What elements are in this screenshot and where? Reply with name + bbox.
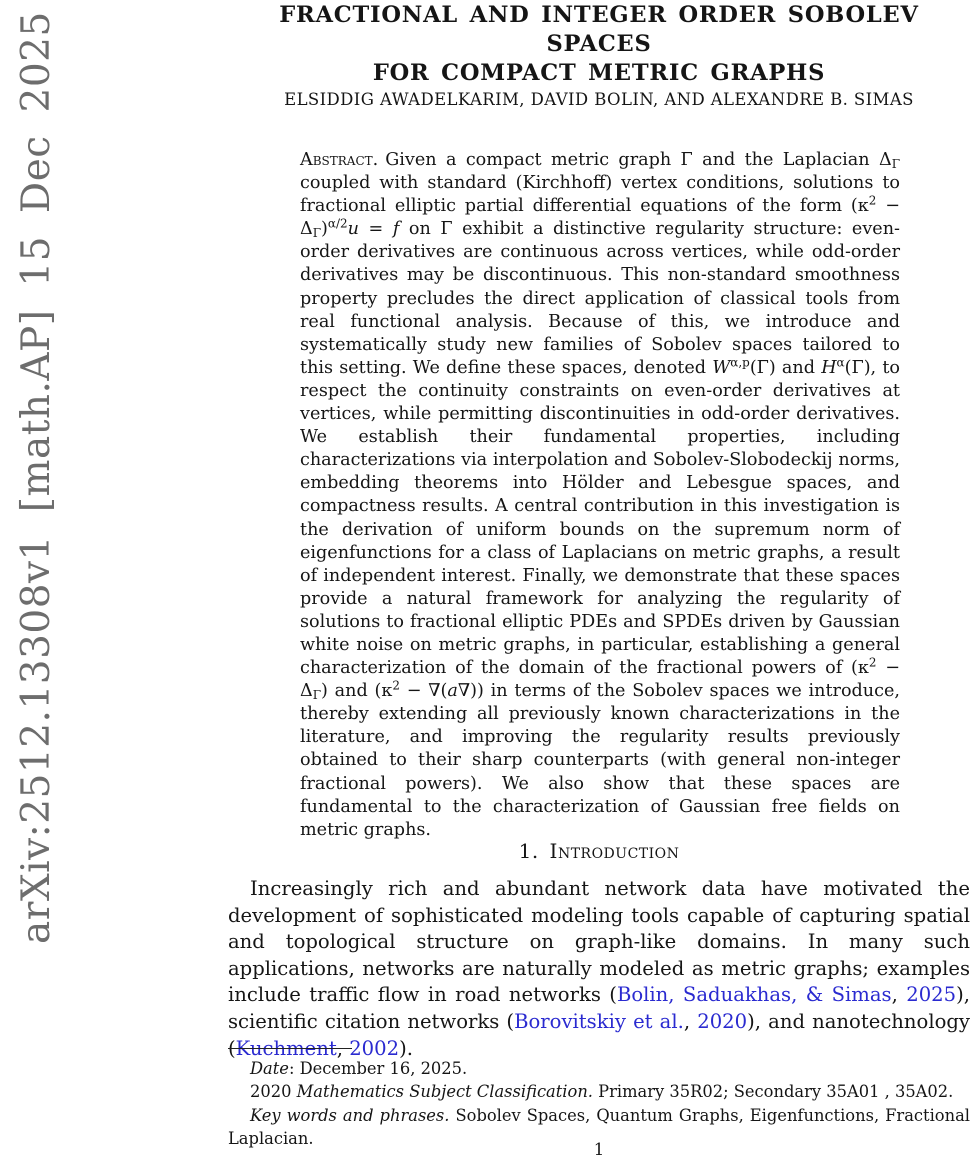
text-segment: ) and (κ	[321, 681, 393, 702]
footnotes-block	[228, 1057, 970, 1151]
text-segment: Γ	[312, 688, 322, 703]
abstract-label: Abstract.	[300, 150, 379, 170]
text-segment: on Γ exhibit a distinctive regularity structure: even-order derivatives are continuous across vertices, while odd-order derivatives may be discontinuous. This non-standard smoothness property precludes the direct application of classical tools from real functional analysis. Because of this, we introduce and systematically study new families of Sobolev spaces tailored to this setting. We define these spaces, denoted	[300, 219, 900, 378]
text-segment: coupled with standard (Kirchhoff) vertex conditions, solutions to fractional elliptic partial differential equations of the form (κ	[300, 173, 900, 217]
section-heading-introduction: 1. Introduction	[518, 839, 680, 863]
text-segment: Sobolev Spaces, Quantum Graphs, Eigenfunctions, Fractional Laplacian.	[228, 1105, 970, 1149]
text-segment: W	[712, 357, 731, 378]
text-segment: )	[321, 219, 328, 240]
citation-link[interactable]: 2020	[697, 1009, 748, 1033]
text-segment: ), scientific citation networks (	[228, 983, 970, 1033]
footnote-rule	[228, 1048, 352, 1049]
paper-title	[228, 1, 970, 88]
text-segment: ,	[683, 1009, 698, 1033]
citation-link[interactable]: Bolin, Saduakhas, & Simas	[616, 983, 892, 1007]
text-segment: α	[836, 355, 845, 370]
text-segment: a	[447, 681, 458, 702]
text-segment: u	[347, 219, 359, 240]
text-segment: H	[821, 357, 837, 378]
text-segment: 2	[392, 678, 400, 693]
text-segment: 2	[868, 655, 877, 670]
citation-link[interactable]: 2025	[906, 983, 957, 1007]
citation-link[interactable]: 2002	[349, 1036, 400, 1060]
text-segment: Γ	[891, 156, 900, 171]
text-segment: Mathematics Subject Classification.	[296, 1082, 593, 1102]
citation-link[interactable]: Borovitskiy et al.	[514, 1009, 684, 1033]
text-segment: ).	[399, 1036, 413, 1060]
text-segment: Given a compact metric graph Γ and the Laplacian Δ	[385, 150, 892, 170]
text-segment: ), and nanotechnology (	[228, 1009, 971, 1060]
paper-title-line2: FOR COMPACT METRIC GRAPHS	[372, 60, 826, 86]
text-segment: =	[358, 219, 393, 240]
intro-paragraph	[228, 876, 970, 1062]
text-segment: Primary 35R02; Secondary 35A01 , 35A02.	[592, 1082, 954, 1102]
footnote-date	[228, 1057, 970, 1080]
text-segment: ,	[891, 983, 907, 1007]
text-segment: 2	[868, 193, 877, 208]
citation-link[interactable]: Kuchment	[235, 1036, 337, 1060]
text-segment: Γ	[312, 226, 322, 241]
text-segment: − ∇(	[399, 681, 448, 702]
text-segment: ,	[336, 1036, 350, 1060]
text-segment: α,p	[730, 355, 750, 370]
text-segment: f	[392, 219, 400, 240]
paper-title-line1: FRACTIONAL AND INTEGER ORDER SOBOLEV SPACES	[279, 2, 919, 57]
text-segment: Date	[250, 1059, 289, 1078]
footnote-msc	[228, 1080, 970, 1103]
text-segment: Increasingly rich and abundant network data have motivated the development of sophisticated modeling tools capable of capturing spatial and topological structure on graph-like domains. In many such applications, networks are naturally modeled as metric graphs; examples include traffic flow in road networks (	[228, 877, 970, 1007]
text-segment: α/2	[327, 216, 348, 231]
authors-line: ELSIDDIG AWADELKARIM, DAVID BOLIN, AND ALEXANDRE B. SIMAS	[284, 90, 914, 109]
text-segment: (Γ), to respect the continuity constraints on even-order derivatives at vertices, while permitting discontinuities in odd-order derivatives. We establish their fundamental properties, including characterizations via interpolation and Sobolev-Slobodeckij norms, embedding theorems into Hölder and Lebesgue spaces, and compactness results. A central contribution in this investigation is the derivation of uniform bounds on the supremum norm of eigenfunctions for a class of Laplacians on metric graphs, a result of independent interest. Finally, we demonstrate that these spaces provide a natural framework for analyzing the regularity of solutions to fractional elliptic PDEs and SPDEs driven by Gaussian white noise on metric graphs, in particular, establishing a general characterization of the domain of the fractional powers of (κ	[300, 357, 900, 679]
text-segment: 2020	[250, 1082, 297, 1102]
abstract-block	[300, 149, 900, 842]
text-segment: : December 16, 2025.	[288, 1059, 468, 1078]
text-segment: − Δ	[300, 658, 900, 702]
text-segment: − Δ	[300, 196, 900, 240]
text-segment: Key words and phrases.	[250, 1105, 450, 1125]
page-number: 1	[593, 1140, 605, 1159]
text-segment: (Γ) and	[749, 357, 822, 378]
abstract-body	[300, 150, 900, 840]
arxiv-watermark: arXiv:2512.13308v1 [math.AP] 15 Dec 2025	[14, 11, 59, 944]
text-segment: ∇)) in terms of the Sobolev spaces we introduce, thereby extending all previously known characterizations in the literature, and improving the regularity results previously obtained to their sharp counterparts (with general non-integer fractional powers). We also show that these spaces are fundamental to the characterization of Gaussian free fields on metric graphs.	[300, 681, 900, 840]
